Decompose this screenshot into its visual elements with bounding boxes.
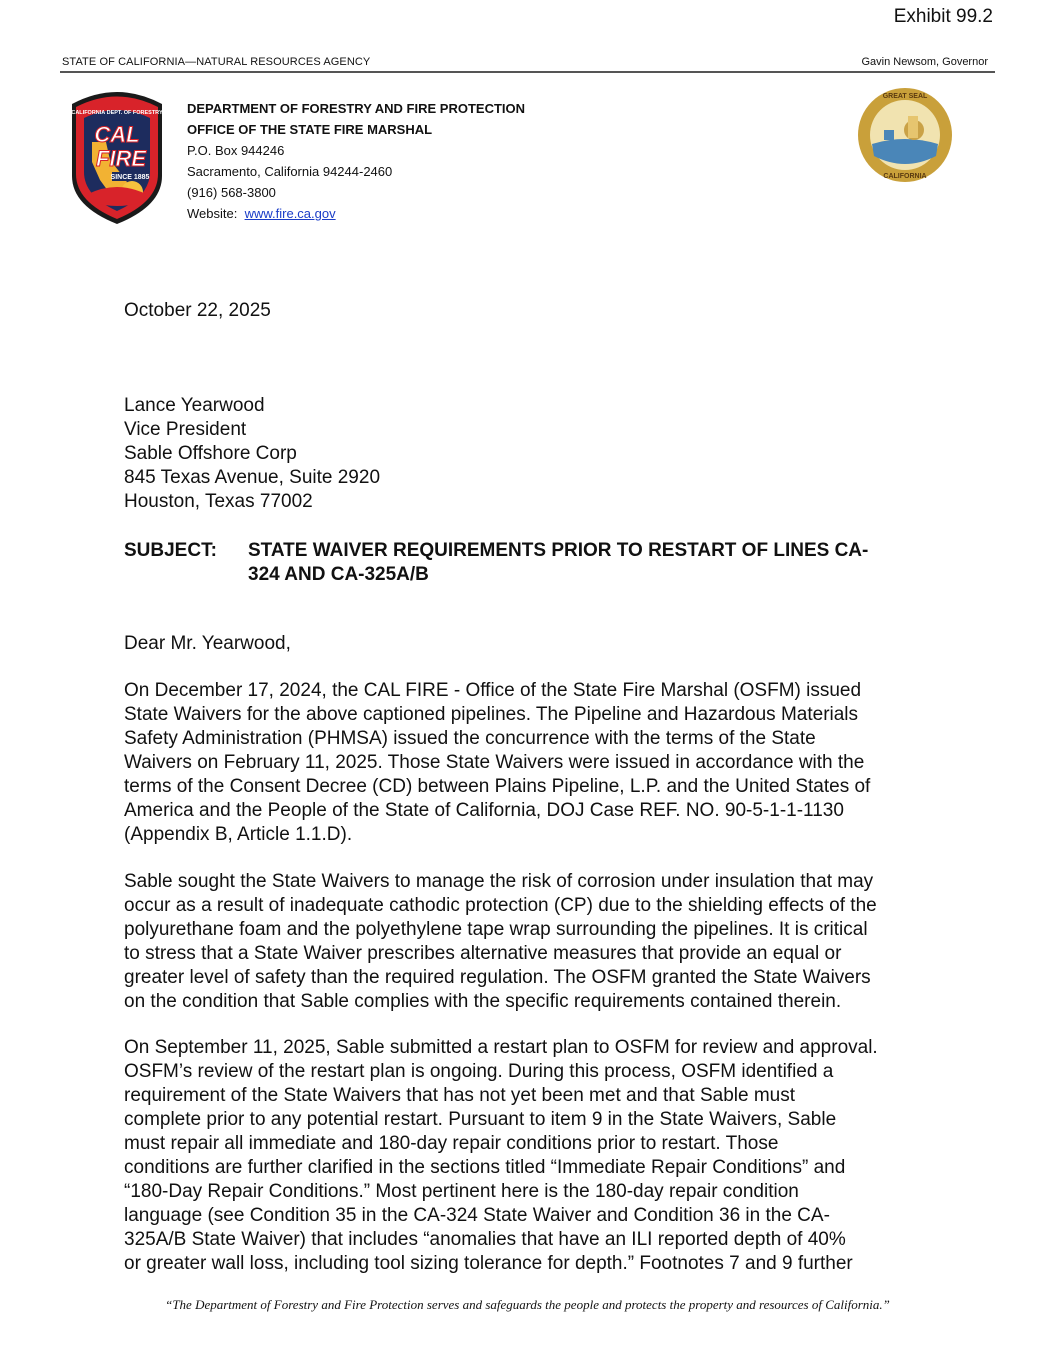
subject-text: 324 AND CA-325A/B	[248, 564, 429, 585]
paragraph-line: Sable sought the State Waivers to manage the risk of corrosion under insulation that may	[124, 871, 874, 892]
california-state-seal	[856, 86, 954, 184]
recipient-address	[124, 394, 380, 514]
recipient-line: Houston, Texas 77002	[124, 491, 313, 512]
paragraph-line: “180-Day Repair Conditions.” Most pertinent here is the 180-day repair condition	[124, 1181, 799, 1202]
letter-date: October 22, 2025	[124, 300, 271, 321]
svg-text:CALIFORNIA DEPT. OF FORESTRY: CALIFORNIA DEPT. OF FORESTRY	[71, 110, 163, 116]
agency-header: STATE OF CALIFORNIA—NATURAL RESOURCES AGENCY	[62, 56, 371, 68]
paragraph-line: complete prior to any potential restart. Pursuant to item 9 in the State Waivers, Sable	[124, 1109, 837, 1130]
recipient-line: 845 Texas Avenue, Suite 2920	[124, 467, 381, 488]
website-link[interactable]: www.fire.ca.gov	[244, 206, 336, 221]
paragraph-line: State Waivers for the above captioned pipelines. The Pipeline and Hazardous Materials	[124, 704, 859, 725]
office-name: OFFICE OF THE STATE FIRE MARSHAL	[187, 122, 433, 137]
recipient-line: Vice President	[124, 419, 247, 440]
paragraph-line: polyurethane foam and the polyethylene tape wrap surrounding the pipelines. It is critical	[124, 919, 868, 940]
paragraph-1	[124, 679, 870, 847]
svg-text:GREAT SEAL: GREAT SEAL	[882, 93, 928, 100]
paragraph-line: on the condition that Sable complies with the specific requirements contained therein.	[124, 991, 842, 1012]
subject-text: STATE WAIVER REQUIREMENTS PRIOR TO RESTART OF LINES CA-	[248, 540, 869, 561]
paragraph-line: terms of the Consent Decree (CD) between Plains Pipeline, L.P. and the United States of	[124, 776, 871, 797]
paragraph-line: (Appendix B, Article 1.1.D).	[124, 824, 353, 845]
paragraph-line: 325A/B State Waiver) that includes “anomalies that have an ILI reported depth of 40%	[124, 1229, 846, 1250]
cal-fire-logo	[66, 84, 168, 226]
svg-text:SINCE 1885: SINCE 1885	[110, 174, 150, 181]
paragraph-3	[124, 1036, 878, 1276]
subject-label: SUBJECT:	[124, 540, 217, 561]
paragraph-line: Safety Administration (PHMSA) issued the concurrence with the terms of the State	[124, 728, 816, 749]
website-label: Website:	[187, 206, 238, 221]
recipient-line: Sable Offshore Corp	[124, 443, 297, 464]
paragraph-line: or greater wall loss, including tool sizing tolerance for depth.” Footnotes 7 and 9 further	[124, 1253, 853, 1274]
paragraph-line: On September 11, 2025, Sable submitted a restart plan to OSFM for review and approval.	[124, 1037, 878, 1058]
svg-text:FIRE: FIRE	[95, 146, 147, 171]
subject-line	[124, 539, 868, 587]
governor-header: Gavin Newsom, Governor	[861, 56, 988, 68]
phone: (916) 568-3800	[187, 185, 276, 200]
paragraph-line: to stress that a State Waiver prescribes alternative measures that provide an equal or	[124, 943, 842, 964]
recipient-line: Lance Yearwood	[124, 395, 265, 416]
svg-text:CAL: CAL	[94, 122, 140, 147]
svg-text:CALIFORNIA: CALIFORNIA	[883, 173, 927, 180]
footer-mission-statement: “The Department of Forestry and Fire Protection serves and safeguards the people and protects the property and resources of California.”	[165, 1297, 890, 1312]
paragraph-line: language (see Condition 35 in the CA-324 State Waiver and Condition 36 in the CA-	[124, 1205, 830, 1226]
salutation: Dear Mr. Yearwood,	[124, 633, 291, 654]
department-address-block	[187, 98, 525, 224]
paragraph-2	[124, 870, 877, 1014]
department-name: DEPARTMENT OF FORESTRY AND FIRE PROTECTION	[187, 101, 526, 116]
paragraph-line: greater level of safety than the required regulation. The OSFM granted the State Waivers	[124, 967, 871, 988]
paragraph-line: occur as a result of inadequate cathodic protection (CP) due to the shielding effects of the	[124, 895, 877, 916]
paragraph-line: requirement of the State Waivers that has not yet been met and that Sable must	[124, 1085, 796, 1106]
city-address: Sacramento, California 94244-2460	[187, 164, 393, 179]
paragraph-line: OSFM’s review of the restart plan is ongoing. During this process, OSFM identified a	[124, 1061, 834, 1082]
paragraph-line: must repair all immediate and 180-day repair conditions prior to restart. Those	[124, 1133, 779, 1154]
header-divider	[60, 71, 995, 73]
paragraph-line: America and the People of the State of California, DOJ Case REF. NO. 90-5-1-1-1130	[124, 800, 844, 821]
paragraph-line: Waivers on February 11, 2025. Those State Waivers were issued in accordance with the	[124, 752, 865, 773]
paragraph-line: conditions are further clarified in the sections titled “Immediate Repair Conditions” and	[124, 1157, 846, 1178]
exhibit-label: Exhibit 99.2	[893, 6, 993, 27]
paragraph-line: On December 17, 2024, the CAL FIRE - Office of the State Fire Marshal (OSFM) issued	[124, 680, 862, 701]
po-box: P.O. Box 944246	[187, 143, 285, 158]
